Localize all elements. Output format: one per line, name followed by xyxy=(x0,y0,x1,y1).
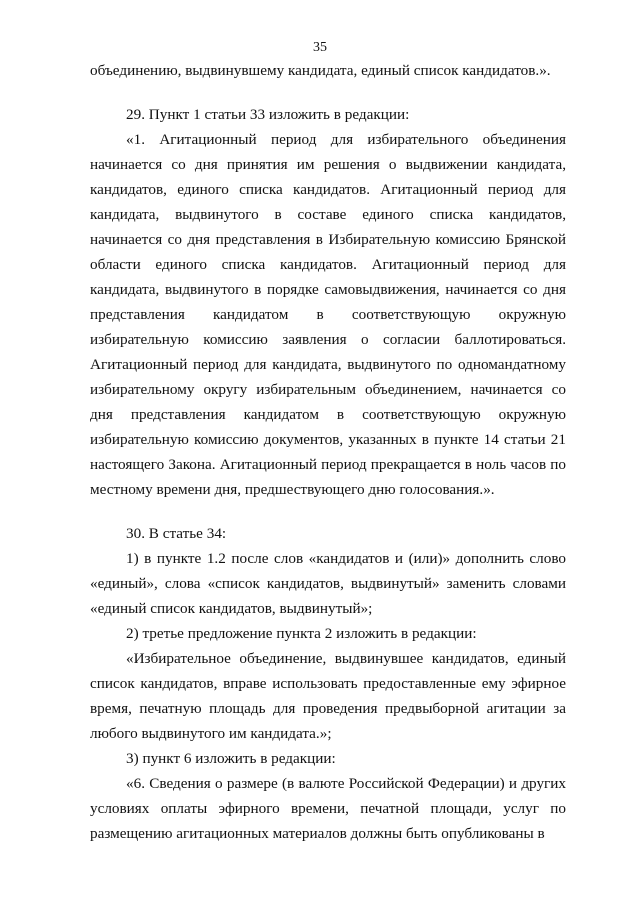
paragraph: 30. В статье 34: xyxy=(126,525,227,542)
paragraph: 3) пункт 6 изложить в редакции: xyxy=(126,750,336,767)
paragraph: «1. Агитационный период для избирательного объединения начинается со дня принятия им решения о выдвижении кандидата, кандидатов, единого списка кандидатов. Агитационный период для кандидата, выдвинутого в составе единого списка кандидатов, начинается со дня представления в Избирательную комиссию Брянской области единого списка кандидатов. Агитационный период для кандидата, выдвинутого в порядке самовыдвижения, начинается со дня представления кандидатом в соответствующую окружную избирательную комиссию заявления о согласии баллотироваться. Агитационный период для кандидата, выдвинутого по одномандатному избирательному округу избирательным объединением, начинается со дня представления кандидатом в соответствующую окружную избирательную комиссию документов, указанных в пункте 14 статьи 21 настоящего Закона. Агитационный период прекращается в ноль часов по местному времени дня, предшествующего дню голосования.». xyxy=(90,131,566,498)
paragraph: «6. Сведения о размере (в валюте Российской Федерации) и других условиях оплаты эфирного времени, печатной площади, услуг по размещению агитационных материалов должны быть опубликованы в xyxy=(90,775,566,842)
paragraph: «Избирательное объединение, выдвинувшее кандидатов, единый список кандидатов, вправе использовать предоставленные ему эфирное время, печатную площадь для проведения предвыборной агитации за любого выдвинутого им кандидата.»; xyxy=(90,650,566,742)
page-number: 35 xyxy=(313,40,327,55)
paragraph: объединению, выдвинувшему кандидата, единый список кандидатов.». xyxy=(90,62,551,79)
document-body xyxy=(90,58,566,846)
paragraph: 2) третье предложение пункта 2 изложить в редакции: xyxy=(126,625,477,642)
paragraph: 29. Пункт 1 статьи 33 изложить в редакции: xyxy=(126,106,410,123)
paragraph: 1) в пункте 1.2 после слов «кандидатов и (или)» дополнить слово «единый», слова «список кандидатов, выдвинутый» заменить словами «единый список кандидатов, выдвинутый»; xyxy=(90,550,566,617)
